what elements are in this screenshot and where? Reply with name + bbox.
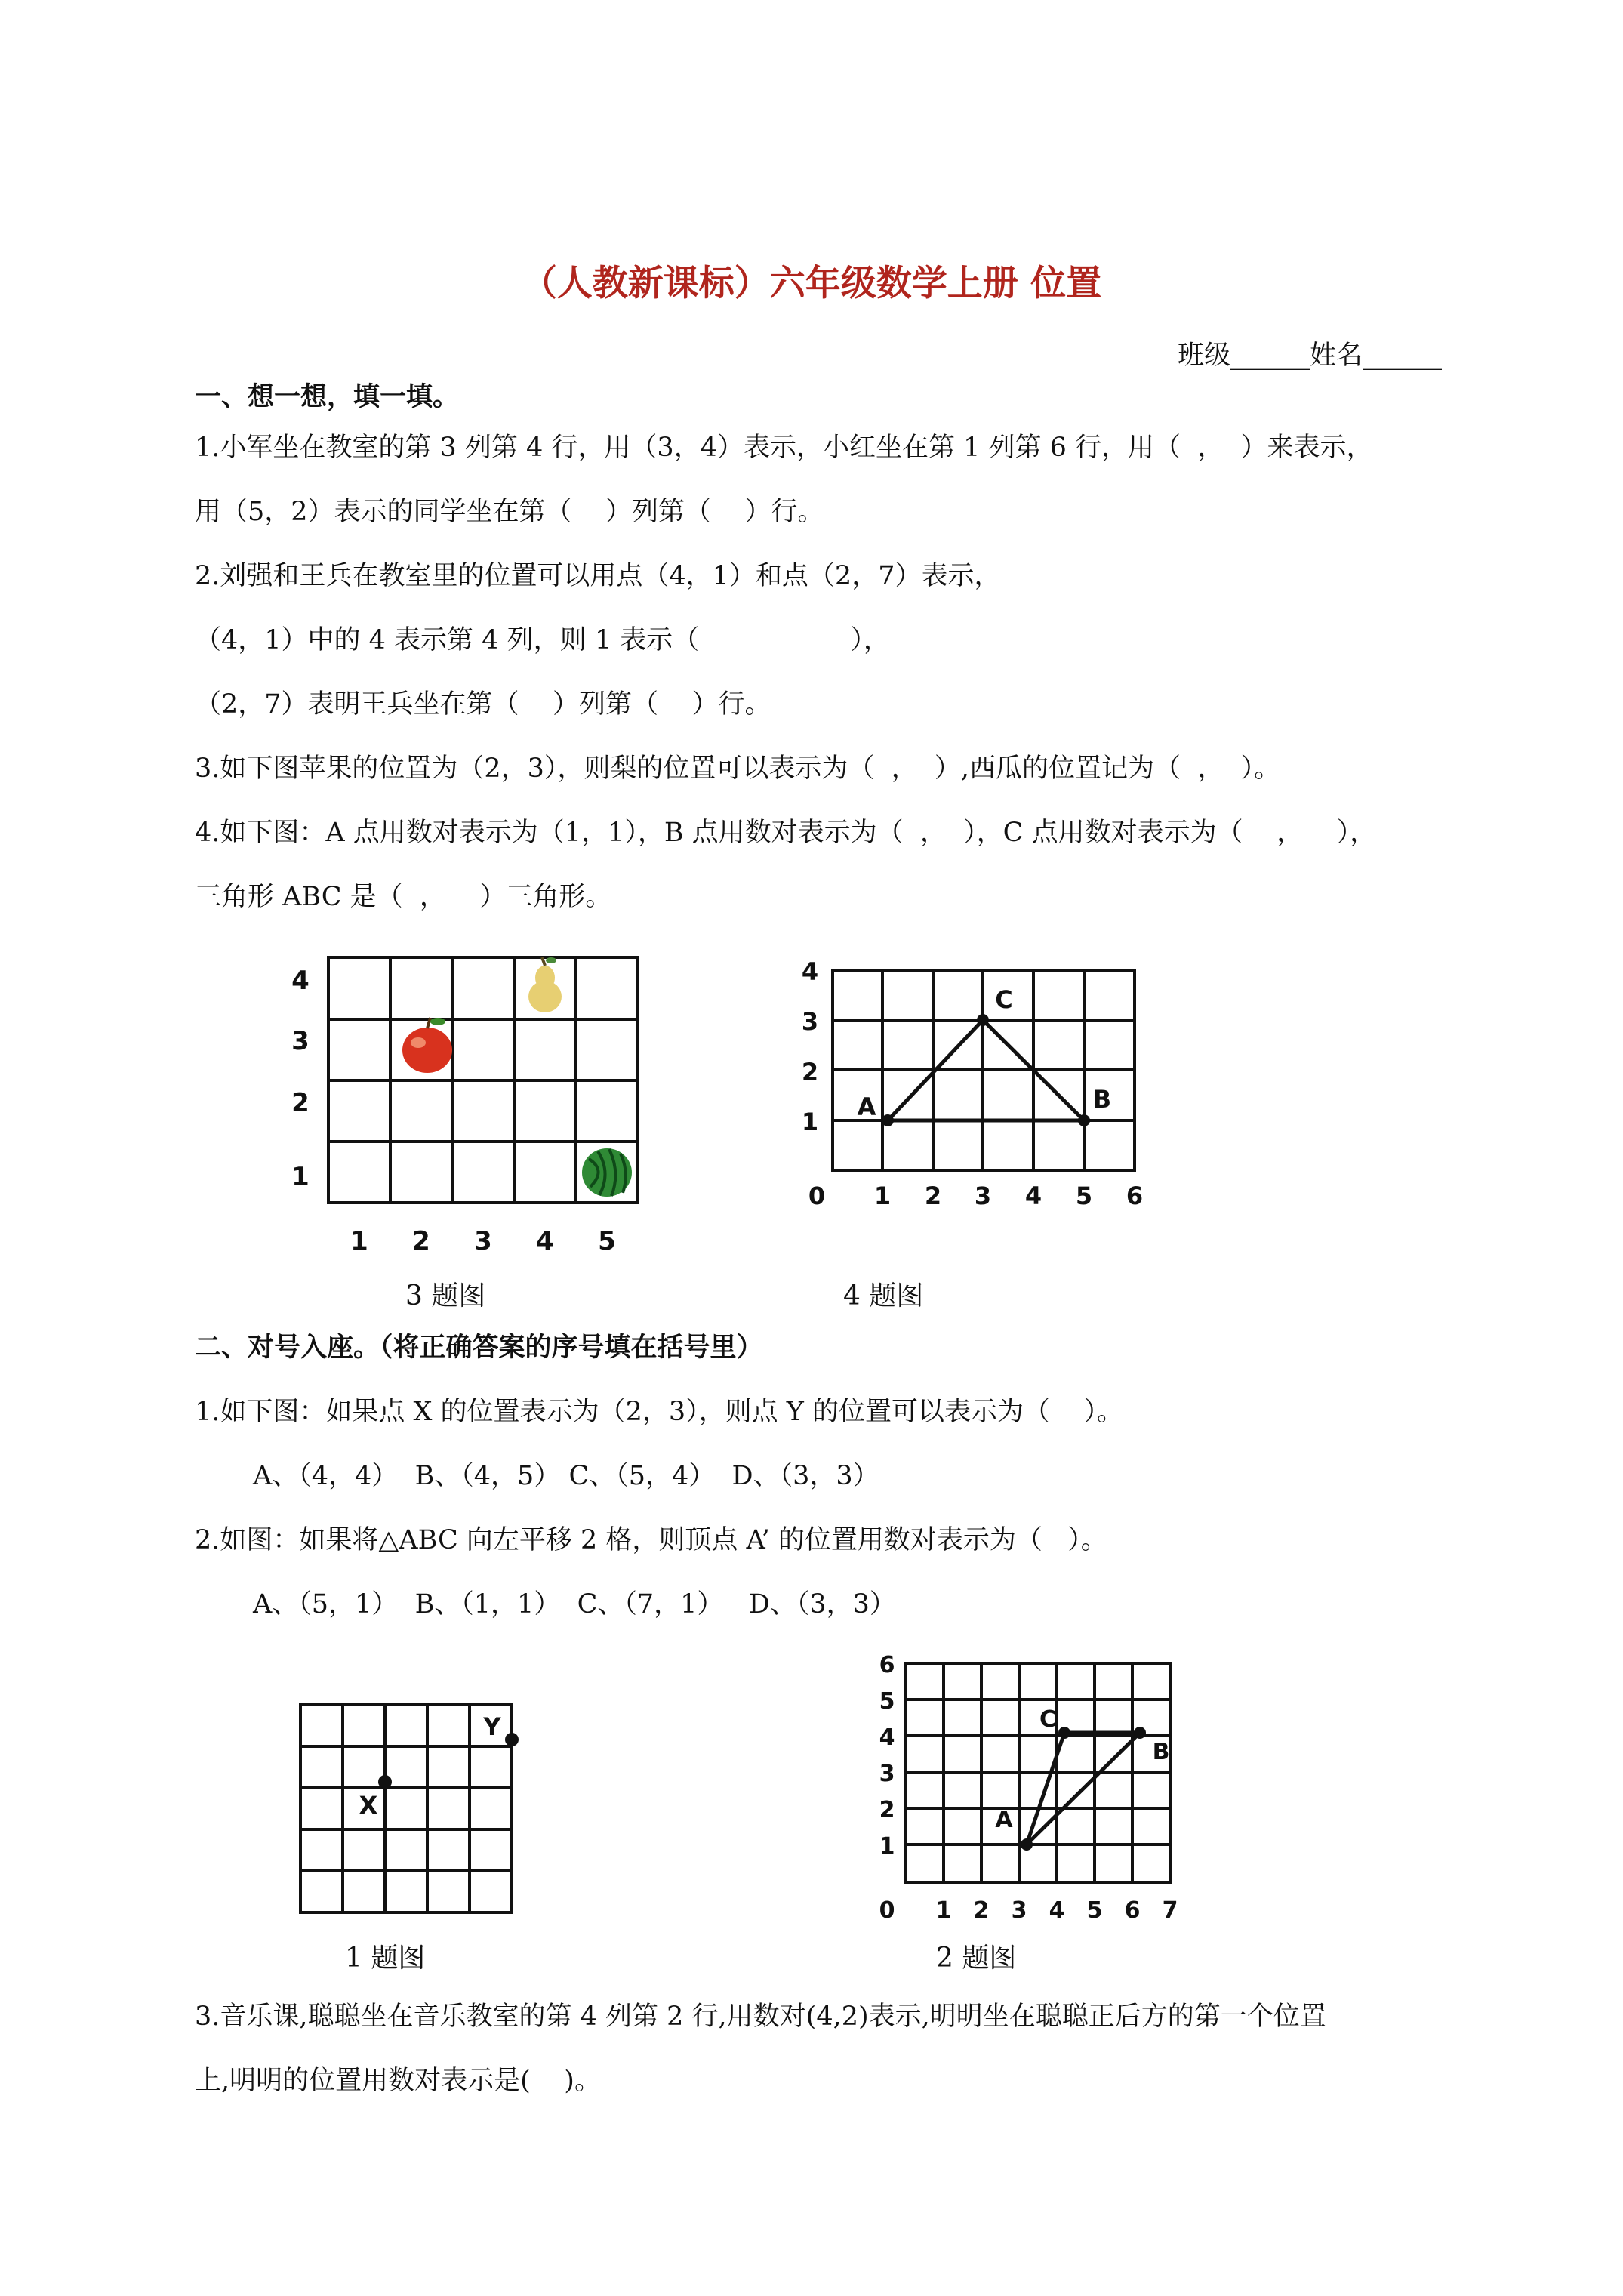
fig3-y-label: 1 <box>291 1162 310 1192</box>
apple-icon <box>402 1018 452 1073</box>
fig4-x-label: 4 <box>1024 1182 1042 1210</box>
page-title: （人教新课标）六年级数学上册 位置 <box>521 263 1102 304</box>
label-c-2: C <box>1039 1706 1057 1733</box>
label-c: C <box>995 985 1013 1014</box>
fig4-y-label: 2 <box>801 1058 819 1086</box>
q2-line1: 2.刘强和王兵在教室里的位置可以用点（4，1）和点（2，7）表示， <box>195 561 1001 591</box>
fig2-x-label: 1 <box>935 1897 952 1924</box>
label-b: B <box>1092 1085 1112 1114</box>
q2-line3: （2，7）表明王兵坐在第（ ）列第（ ）行。 <box>195 689 771 720</box>
s2-q1-line1: 1.如下图：如果点 X 的位置表示为（2，3），则点 Y 的位置可以表示为（ ）。 <box>195 1397 1123 1427</box>
fig2-x-label: 2 <box>973 1897 990 1924</box>
fig4-x-label: 3 <box>974 1182 992 1210</box>
q2-line2: （4，1）中的 4 表示第 4 列，则 1 表示（ ）， <box>195 625 890 655</box>
point-c-2 <box>1058 1727 1070 1739</box>
q1-line2: 用（5，2）表示的同学坐在第（ ）列第（ ）行。 <box>195 497 824 527</box>
fig3-y-label: 2 <box>291 1088 310 1118</box>
fig4-x-label: 0 <box>808 1182 826 1210</box>
fig4-x-label: 5 <box>1075 1182 1093 1210</box>
fig2-y-label: 5 <box>879 1688 895 1715</box>
fig4-x-label: 1 <box>873 1182 892 1210</box>
label-b-2: B <box>1152 1739 1170 1765</box>
fig2-x-label: 3 <box>1011 1897 1027 1924</box>
s2-q1-options: A、（4，4） B、（4，5） C、（5，4） D、（3，3） <box>253 1461 879 1491</box>
q4-line2: 三角形 ABC 是（ ， ）三角形。 <box>195 882 612 912</box>
s2-q2-options: A、（5，1） B、（1，1） C、（7，1） D、（3，3） <box>253 1589 896 1620</box>
fig4-y-label: 3 <box>801 1007 819 1036</box>
point-y <box>505 1733 519 1746</box>
s2-q3-line1: 3.音乐课,聪聪坐在音乐教室的第 4 列第 2 行,用数对(4,2)表示,明明坐在聪聪正后方的第一个位置 <box>195 2002 1326 2032</box>
fig2-y-label: 1 <box>879 1833 895 1860</box>
fig4-grid <box>785 948 1163 1219</box>
fig3-x-label: 5 <box>598 1226 616 1256</box>
section1-heading: 一、想一想，填一填。 <box>195 381 460 412</box>
pear-icon <box>528 957 562 1012</box>
point-c <box>977 1014 989 1026</box>
q3-line1: 3.如下图苹果的位置为（2，3），则梨的位置可以表示为（ ， ）,西瓜的位置记为（ ， ）。 <box>195 754 1281 784</box>
point-a <box>882 1114 894 1126</box>
label-a-2: A <box>995 1807 1013 1833</box>
fig2-y-label: 6 <box>879 1652 895 1678</box>
fig1-grid <box>287 1684 536 1918</box>
point-x <box>378 1775 392 1789</box>
fig3-x-label: 1 <box>350 1226 368 1256</box>
fig2-x-label: 6 <box>1124 1897 1141 1924</box>
fig3-caption: 3 题图 <box>405 1281 486 1311</box>
fig2-x-label: 5 <box>1086 1897 1103 1924</box>
fig2-y-label: 2 <box>879 1797 895 1823</box>
fig3-x-label: 4 <box>536 1226 554 1256</box>
fig4-x-label: 2 <box>924 1182 942 1210</box>
watermelon-icon <box>582 1148 632 1197</box>
s2-q3-line2: 上,明明的位置用数对表示是( )。 <box>195 2066 601 2096</box>
fig4-y-label: 1 <box>801 1108 819 1136</box>
triangle-abc-2 <box>1027 1733 1140 1845</box>
label-y: Y <box>483 1712 501 1741</box>
point-a-2 <box>1021 1838 1033 1851</box>
point-b <box>1078 1114 1090 1126</box>
label-a: A <box>857 1093 876 1121</box>
q1-line1: 1.小军坐在教室的第 3 列第 4 行，用（3，4）表示，小红坐在第 1 列第 6 行，用（ ， ）来表示， <box>195 433 1373 463</box>
class-name-line: 班级______姓名______ <box>1177 341 1442 371</box>
fig4-caption: 4 题图 <box>843 1281 924 1311</box>
fig1-caption: 1 题图 <box>345 1943 426 1974</box>
fig2-x-label: 4 <box>1049 1897 1065 1924</box>
label-x: X <box>359 1791 378 1820</box>
s2-q2-line1: 2.如图：如果将△ABC 向左平移 2 格，则顶点 A’ 的位置用数对表示为（ ）。 <box>195 1525 1107 1555</box>
fig4-y-label: 4 <box>801 957 819 986</box>
fig2-x-label: 7 <box>1162 1897 1178 1924</box>
q4-line1: 4.如下图：A 点用数对表示为（1，1），B 点用数对表示为（ ， ），C 点用数对表示为（ ， ）， <box>195 818 1377 848</box>
fig2-grid <box>861 1642 1200 1929</box>
fig3-y-label: 4 <box>291 966 310 996</box>
fig3-grid <box>279 944 672 1261</box>
fig3-y-label: 3 <box>291 1026 310 1056</box>
fig4-x-label: 6 <box>1126 1182 1144 1210</box>
fig3-x-label: 3 <box>474 1226 492 1256</box>
section2-heading: 二、对号入座。（将正确答案的序号填在括号里） <box>195 1332 763 1363</box>
fig2-x-label: 0 <box>879 1897 895 1924</box>
point-b-2 <box>1134 1727 1146 1739</box>
fig3-x-label: 2 <box>412 1226 430 1256</box>
fig2-caption: 2 题图 <box>936 1943 1017 1974</box>
fig2-y-label: 4 <box>879 1724 895 1751</box>
fig2-y-label: 3 <box>879 1761 895 1787</box>
